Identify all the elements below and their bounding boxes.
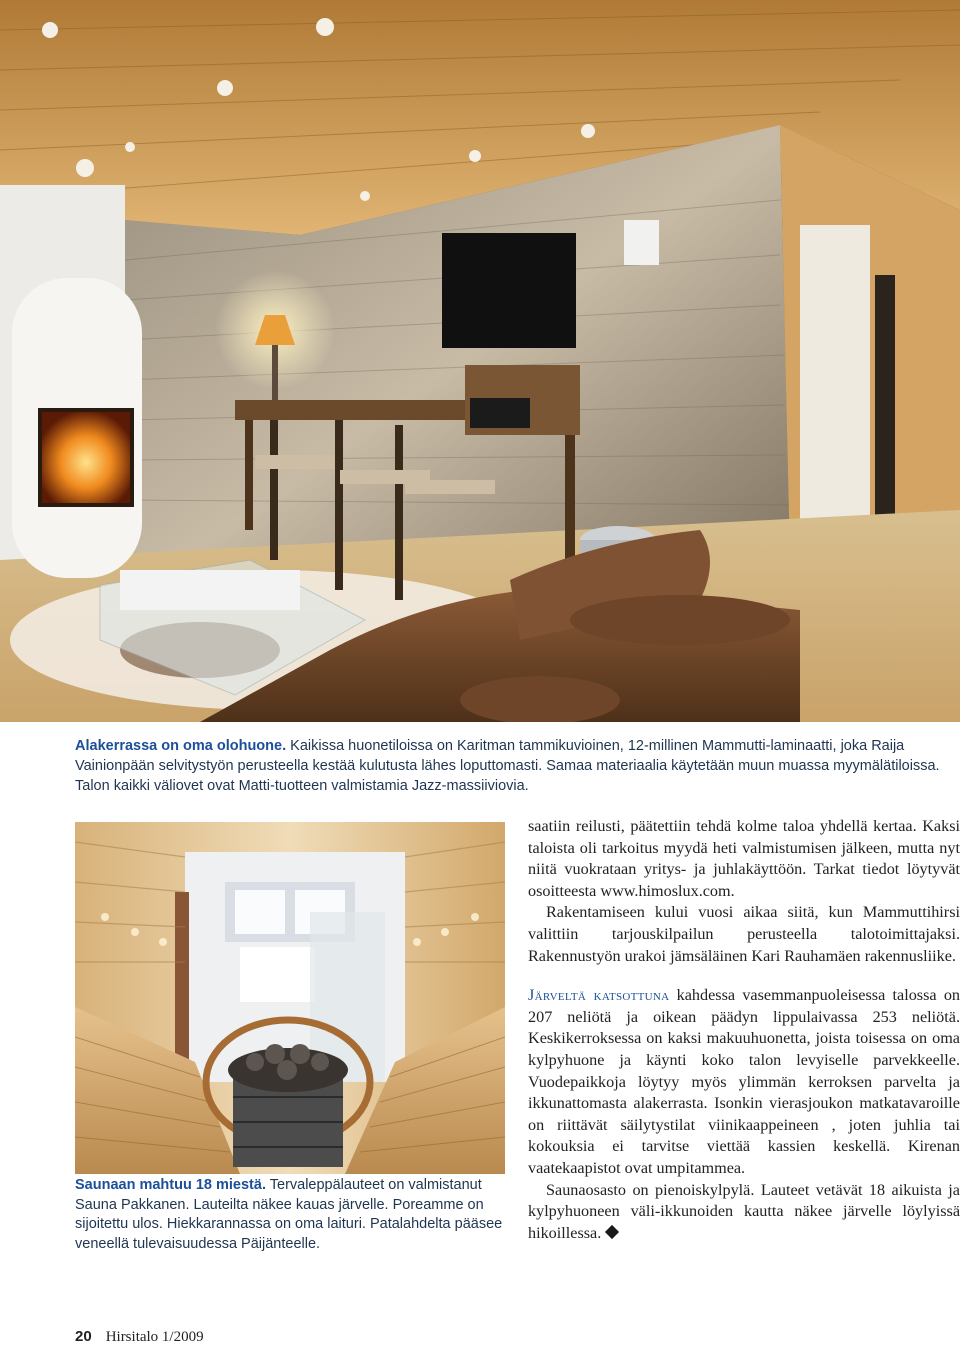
article-paragraph-2: Rakentamiseen kului vuosi aikaa siitä, kun Mammuttihirsi valittiin tarjouskilpailun perusteella talotoimittajaksi. Rakennustyön urakoi jämsäläinen Kari Rauhamäen rakennusliike.: [528, 903, 960, 965]
article-paragraph-1: saatiin reilusti, päätettiin tehdä kolme taloa yhdellä kertaa. Kaksi taloista oli tarkoitus myydä heti valmistumisen jälkeen, mutta nyt niitä vuokrataan yritys- ja juhlakäyttöön. Tarkat tiedot löytyvät osoitteesta www.himoslux.com.: [528, 817, 960, 900]
caption-text: Kaikissa huonetiloissa on Karitman tammikuvioinen, 12-millinen Mammutti-laminaatti, joka Raija Vainionpään selvitystyön perusteella kestää kulutusta lähes loputtomasti. Samaa materiaalia käytetään muun muassa myymälätiloissa. Talon kaikki väliovet ovat Matti-tuotteen valmistamia Jazz-massiiviovia.: [75, 738, 940, 794]
caption-lead: Alakerrassa on oma olohuone.: [75, 738, 287, 754]
sauna-photo: [75, 822, 505, 1174]
page-number: 20: [75, 1328, 92, 1345]
publication-name: Hirsitalo 1/2009: [105, 1329, 204, 1345]
page-footer: [75, 1328, 204, 1346]
sauna-caption-lead: Saunaan mahtuu 18 miestä.: [75, 1177, 266, 1193]
sauna-caption: [75, 1176, 510, 1254]
article-paragraph-3-lead: Järveltä katsottuna: [528, 986, 670, 1005]
article-paragraph-3: kahdessa vasemmanpuoleisessa talossa on 207 neliötä ja oikean päädyn lippulaivassa 253 neliötä. Keskikerroksessa on kaksi makuuhuonetta, joista toisessa on oma kylpyhuone ja käynti koko talon levyiselle parvekkeelle. Vuodepaikkoja löytyy myös ylimmän kerroksen parvelta ja ikkunattomasta alakerrasta. Isonkin vierasjoukon matkatavaroille on riittävät säilytystilat viinikaappeineen , joten juhlia tai kokouksia ei tarvitse viettää kassien keskellä. Kirenan vaatekaapistot ovat umpitammea.: [528, 986, 960, 1177]
living-room-caption: [75, 736, 955, 796]
article-paragraph-4: Saunaosasto on pienoiskylpylä. Lauteet vetävät 18 aikuista ja kylpyhuoneen väli-ikkunoiden kautta näkee järvelle löylyissä hikoillessa.: [528, 1180, 960, 1242]
end-of-article-icon: [605, 1225, 619, 1239]
sauna-caption-text: Tervaleppälauteet on valmistanut Sauna Pakkanen. Lauteilta näkee kauas järvelle. Poreamme on sijoitettu ulos. Hiekkarannassa on oma laituri. Patalahdelta pääsee veneellä tulevaisuudessa Päijänteelle.: [75, 1177, 503, 1252]
article-body: [528, 816, 960, 1244]
